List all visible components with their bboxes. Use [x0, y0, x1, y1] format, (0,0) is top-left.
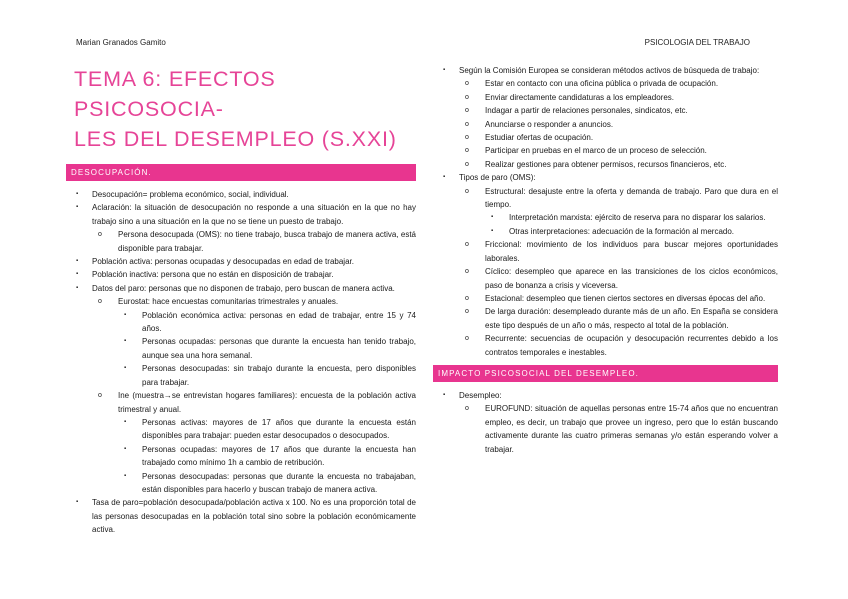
- list-item: o Persona desocupada (OMS): no tiene trabajo, busca trabajo de manera activa, está disponible para trabajar.: [98, 230, 416, 253]
- list-item: o Eurostat: hace encuestas comunitarias trimestrales y anuales.: [66, 295, 416, 308]
- square-bullet-icon: ▪: [124, 311, 127, 318]
- list-item: ▪ Personas ocupadas: personas que durante la encuesta han tenido trabajo, aunque sea una hora semanal.: [124, 337, 416, 360]
- list-item: ▪ Personas activas: mayores de 17 años que durante la encuesta están disponibles para trabajar: pueden estar desocupados o desocupados.: [124, 417, 416, 441]
- square-bullet-icon: ▪: [124, 472, 127, 479]
- circle-bullet-icon: o: [465, 93, 469, 101]
- circle-bullet-icon: o: [98, 298, 102, 306]
- square-bullet-icon: ▪: [124, 365, 127, 372]
- list-item: ▪ Personas desocupadas: personas que durante la encuesta no trabajaban, están disponibles para hacerlo y buscan trabajo de manera activa.: [124, 471, 416, 494]
- list-item: o Participar en pruebas en el marco de un proceso de selección.: [433, 144, 778, 157]
- circle-bullet-icon: o: [465, 294, 469, 302]
- list-item: o Ine (muestra→se entrevistan hogares familiares): encuesta de la población activa trimestral y anual.: [98, 391, 416, 414]
- circle-bullet-icon: o: [465, 268, 469, 276]
- circle-bullet-icon: o: [465, 160, 469, 168]
- circle-bullet-icon: o: [465, 120, 469, 128]
- square-bullet-icon: ▪: [76, 499, 79, 506]
- impacto-list: [433, 389, 778, 456]
- list-item: ▪ Interpretación marxista: ejército de reserva para no disparar los salarios.: [433, 211, 778, 224]
- square-bullet-icon: ▪: [443, 67, 446, 73]
- square-bullet-icon: ▪: [124, 418, 127, 425]
- list-item: ▪ Personas desocupadas: sin trabajo durante la encuesta, pero disponibles para trabajar.: [124, 364, 416, 387]
- circle-bullet-icon: o: [465, 405, 469, 413]
- square-bullet-icon: ▪: [76, 258, 79, 265]
- list-item: ▪ Otras interpretaciones: adecuación de la formación al mercado.: [433, 225, 778, 238]
- circle-bullet-icon: o: [465, 187, 469, 195]
- list-item: ▪ Según la Comisión Europea se consideran métodos activos de búsqueda de trabajo:: [433, 64, 778, 77]
- desocupacion-list: [66, 188, 416, 537]
- square-bullet-icon: ▪: [491, 214, 494, 221]
- list-item: ▪ Población económica activa: personas en edad de trabajar, entre 15 y 74 años.: [124, 310, 416, 334]
- list-item: o Enviar directamente candidaturas a los empleadores.: [433, 91, 778, 104]
- list-item: o Realizar gestiones para obtener permisos, recursos financieros, etc.: [433, 158, 778, 171]
- list-item: ▪ Desocupación= problema económico, social, individual.: [66, 188, 416, 201]
- list-item: o EUROFUND: situación de aquellas personas entre 15-74 años que no encuentran empleo, es decir, un trabajo que provee un ingreso, pero que lo están buscando activamente durante las cuatro primeras semanas y/o están esperando volver a trabajar.: [465, 404, 778, 454]
- right-column: [433, 64, 778, 456]
- circle-bullet-icon: o: [465, 241, 469, 249]
- section-heading-desocupacion: DESOCUPACIÓN.: [66, 164, 416, 181]
- list-item: o Estar en contacto con una oficina pública o privada de ocupación.: [433, 77, 778, 90]
- left-column: [66, 64, 416, 537]
- page-title: [74, 64, 416, 154]
- list-item: o Recurrente: secuencias de ocupación y desocupación recurrentes debido a los contratos temporales e inestables.: [465, 334, 778, 357]
- list-item: o Estudiar ofertas de ocupación.: [433, 131, 778, 144]
- square-bullet-icon: ▪: [124, 445, 127, 452]
- circle-bullet-icon: o: [465, 147, 469, 155]
- list-item: o Cíclico: desempleo que aparece en las transiciones de los ciclos económicos, paso de bonanza a crisis y viceversa.: [465, 267, 778, 290]
- section-heading-impacto: IMPACTO PSICOSOCIAL DEL DESEMPLEO.: [433, 365, 778, 382]
- header-course: PSICOLOGIA DEL TRABAJO: [644, 38, 750, 47]
- list-item: ▪ Tasa de paro=población desocupada/población activa x 100. No es una proporción total de las personas desocupadas en la población total sino sobre la población económicamente activa.: [76, 498, 416, 535]
- square-bullet-icon: ▪: [491, 227, 494, 234]
- list-item: ▪ Desempleo:: [433, 389, 778, 402]
- list-item: o Estacional: desempleo que tienen ciertos sectores en diversas épocas del año.: [433, 292, 778, 305]
- square-bullet-icon: ▪: [443, 391, 446, 398]
- list-item: o De larga duración: desempleado durante más de un año. En España se considera este tipo después de un año o más, respecto al total de la población.: [465, 307, 778, 330]
- circle-bullet-icon: o: [465, 107, 469, 115]
- list-item: ▪ Personas ocupadas: mayores de 17 años que durante la encuesta han trabajado como mínimo 1h a cambio de retribución.: [124, 444, 416, 468]
- square-bullet-icon: ▪: [76, 284, 79, 291]
- metodos-list: [433, 64, 778, 359]
- list-item: o Indagar a partir de relaciones personales, sindicatos, etc.: [433, 104, 778, 117]
- square-bullet-icon: ▪: [76, 191, 79, 197]
- circle-bullet-icon: o: [465, 80, 469, 88]
- list-item: ▪ Datos del paro: personas que no disponen de trabajo, pero buscan de manera activa.: [66, 282, 416, 295]
- list-item: ▪ Aclaración: la situación de desocupación no responde a una situación en la que no hay trabajo sino a una situación en la que no se tiene un puesto de trabajo.: [76, 203, 416, 226]
- square-bullet-icon: ▪: [124, 338, 127, 345]
- list-item: ▪ Tipos de paro (OMS):: [433, 171, 778, 184]
- list-item: ▪ Población inactiva: persona que no están en disposición de trabajar.: [66, 268, 416, 281]
- list-item: ▪ Población activa: personas ocupadas y desocupadas en edad de trabajar.: [66, 255, 416, 268]
- circle-bullet-icon: o: [465, 335, 469, 343]
- title-line-2: LES DEL DESEMPLEO (S.XXI): [74, 127, 397, 151]
- title-line-1: TEMA 6: EFECTOS PSICOSOCIA-: [74, 67, 276, 121]
- square-bullet-icon: ▪: [76, 271, 79, 278]
- square-bullet-icon: ▪: [443, 174, 446, 181]
- circle-bullet-icon: o: [98, 392, 102, 400]
- circle-bullet-icon: o: [98, 231, 102, 239]
- list-item: o Friccional: movimiento de los individuos para buscar mejores oportunidades laborales.: [465, 240, 778, 263]
- header-author: Marian Granados Gamito: [76, 38, 166, 47]
- list-item: o Estructural: desajuste entre la oferta y demanda de trabajo. Paro que dura en el tiempo.: [465, 186, 778, 210]
- circle-bullet-icon: o: [465, 308, 469, 316]
- circle-bullet-icon: o: [465, 134, 469, 142]
- list-item: o Anunciarse o responder a anuncios.: [433, 118, 778, 131]
- square-bullet-icon: ▪: [76, 204, 79, 211]
